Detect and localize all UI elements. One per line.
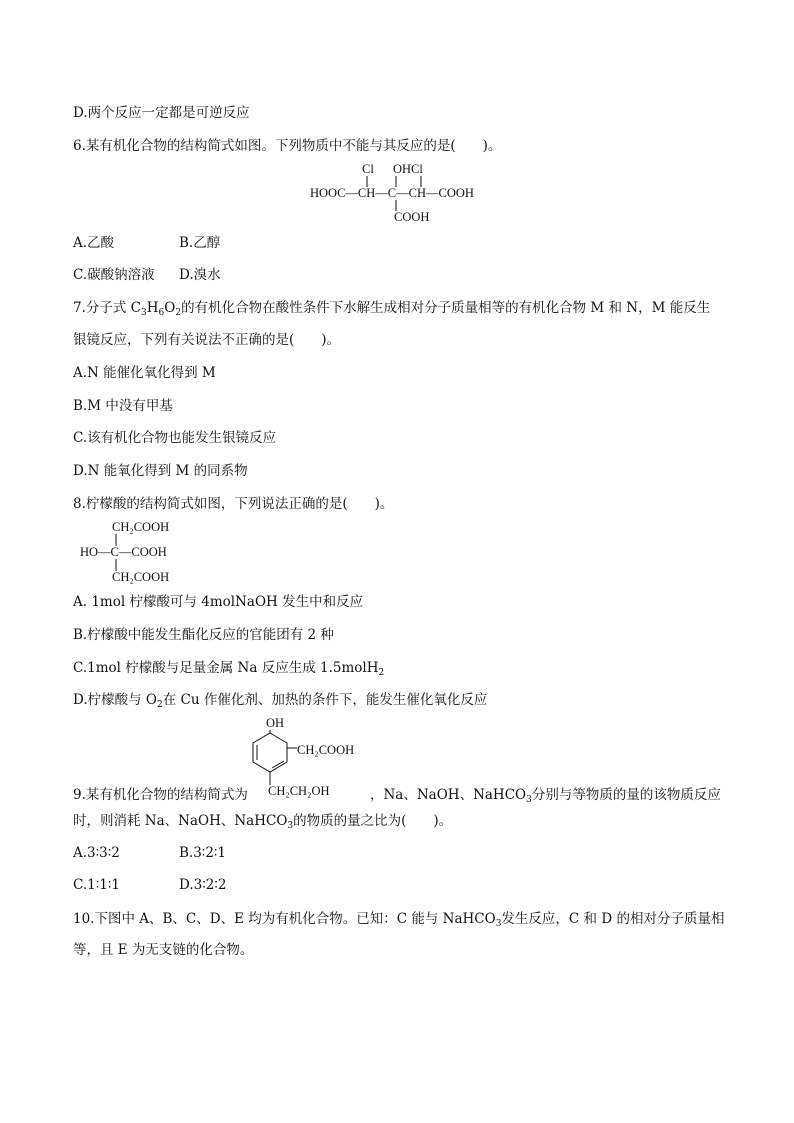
q9-ring-double-3 — [272, 761, 284, 768]
q8-struct-top: CH₂COOH — [112, 520, 170, 534]
q6-struct-cooh: COOH — [394, 210, 430, 224]
q8-stem: 8.柠檬酸的结构简式如图，下列说法正确的是( )。 — [73, 496, 394, 512]
q7-stem-line2: 银镜反应，下列有关说法不正确的是( )。 — [73, 332, 341, 348]
q8-option-a: A. 1mol 柠檬酸可与 4molNaOH 发生中和反应 — [73, 594, 364, 610]
q8-struct-bot: CH₂COOH — [112, 570, 170, 584]
q9-option-d: D.3∶2∶2 — [179, 877, 227, 893]
q6-struct-ohcl: OHCl — [393, 162, 423, 176]
q9-stem-part2: ，Na、NaOH、NaHCO$_3$分别与等物质的量的该物质反应 — [370, 787, 721, 805]
q6-stem: 6.某有机化合物的结构简式如图。下列物质中不能与其反应的是( )。 — [73, 138, 502, 154]
q6-option-d: D.溴水 — [179, 267, 221, 283]
q7-option-d: D.N 能氧化得到 M 的同系物 — [73, 463, 248, 479]
q9-option-b: B.3∶2∶1 — [179, 845, 227, 861]
q9-struct-side1: CH₂COOH — [297, 743, 355, 757]
q7-option-b: B.M 中没有甲基 — [73, 398, 173, 414]
q6-struct-main: HOOC—CH—C—CH—COOH — [310, 186, 474, 200]
q5-option-d: D.两个反应一定都是可逆反应 — [73, 105, 250, 121]
q9-option-c: C.1∶1∶1 — [73, 877, 120, 893]
q6-option-c: C.碳酸钠溶液 — [73, 267, 155, 283]
q7-option-a: A.N 能催化氧化得到 M — [73, 365, 216, 381]
q9-stem-line2: 时，则消耗 Na、NaOH、NaHCO$_3$的物质的量之比为( )。 — [73, 813, 453, 831]
q9-stem-part1: 9.某有机化合物的结构简式为 — [73, 787, 248, 803]
q8-struct-mid: HO—C—COOH — [80, 545, 167, 559]
q7-option-c: C.该有机化合物也能发生银镜反应 — [73, 430, 277, 446]
q8-option-c: C.1mol 柠檬酸与足量金属 Na 反应生成 1.5molH$_2$ — [73, 660, 385, 678]
q6-struct-cl: Cl — [362, 162, 374, 176]
q9-struct-side2: CH₂CH₂OH — [268, 784, 330, 798]
q7-stem-line1: 7.分子式 $C_3H_6O_2$的有机化合物在酸性条件下水解生成相对分子质量相等的有机化合物 M 和 N，M 能反生 — [73, 300, 711, 318]
q6-option-b: B.乙醇 — [179, 235, 221, 251]
q6-option-a: A.乙酸 — [73, 235, 115, 251]
q9-option-a: A.3∶3∶2 — [73, 845, 120, 861]
q8-option-b: B.柠檬酸中能发生酯化反应的官能团有 2 种 — [73, 627, 334, 643]
q10-line2: 等，且 E 为无支链的化合物。 — [73, 942, 254, 958]
q9-benzene-ring — [253, 733, 287, 772]
q8-option-d: D.柠檬酸与 $O_2$在 Cu 作催化剂、加热的条件下，能发生催化氧化反应 — [73, 692, 488, 710]
q10-line1: 10.下图中 A、B、C、D、E 均为有机化合物。已知：C 能与 NaHCO$_3$发生反应，C 和 D 的相对分子质量相 — [73, 911, 725, 929]
q9-struct-oh: OH — [266, 716, 285, 730]
